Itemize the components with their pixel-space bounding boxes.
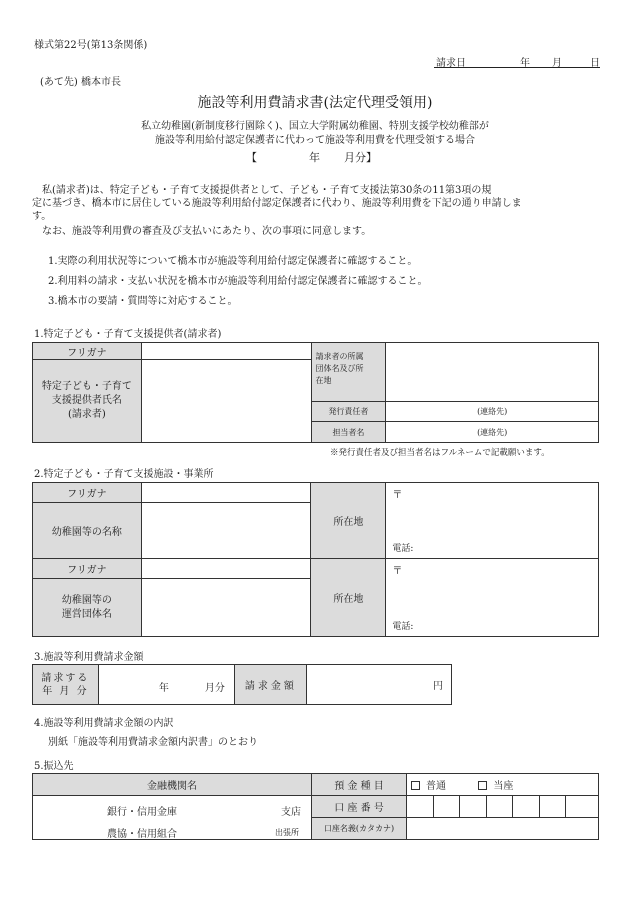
- operator-label-2: 運営団体名: [61, 608, 112, 620]
- facility-location-label: 所在地: [311, 483, 386, 559]
- furigana-label: フリガナ: [33, 343, 142, 360]
- ordinary-label: 普通: [426, 781, 446, 792]
- account-digit[interactable]: [433, 796, 460, 818]
- account-digit[interactable]: [539, 796, 566, 818]
- amount-year-unit: 年: [158, 683, 169, 694]
- addressee: (あて先) 橋本市長: [40, 77, 121, 88]
- account-name-label: 口座名義(カタカナ): [312, 818, 407, 840]
- yen-unit: 円: [433, 681, 443, 692]
- operator-label-1: 幼稚園等の: [61, 594, 112, 606]
- account-digit[interactable]: [566, 796, 599, 818]
- operator-location-label: 所在地: [311, 559, 386, 637]
- current-label: 当座: [493, 781, 514, 792]
- month-unit: 月: [552, 58, 562, 69]
- branch-label: 支店: [281, 807, 301, 818]
- provider-name-label-2: 支援提供者氏名: [51, 395, 122, 406]
- request-date-field[interactable]: [434, 54, 600, 68]
- billing-period-field[interactable]: [98, 665, 235, 705]
- section4-heading: 4.施設等利用費請求金額の内訳: [34, 718, 174, 729]
- section3-heading: 3.施設等利用費請求金額: [34, 652, 144, 663]
- operator-address-field[interactable]: [386, 559, 599, 637]
- office-label: 出張所: [275, 828, 299, 837]
- para1-line2: 定に基づき、橋本市に居住している施設等利用給付認定保護者に代わり、施設等利用費を下記の通り申請しま: [32, 198, 522, 209]
- operator-furigana-field[interactable]: [141, 559, 311, 579]
- day-unit: 日: [590, 58, 600, 69]
- deposit-type-options: [407, 774, 599, 796]
- para1-line3: す。: [32, 211, 52, 222]
- form-number: 様式第22号(第13条関係): [34, 40, 148, 51]
- postal-mark: 〒: [392, 490, 403, 501]
- period-month: 月分】: [344, 151, 377, 164]
- amount-label: 請求金額: [235, 665, 307, 705]
- account-digit[interactable]: [460, 796, 487, 818]
- para1-line1: 私(請求者)は、特定子ども・子育て支援提供者として、子ども・子育て支援法第30条の11第3項の規: [42, 185, 492, 196]
- bracket-open: 【: [246, 151, 257, 164]
- list-item: 2.利用料の請求・支払い状況を橋本市が施設等利用給付認定保護者に確認すること。: [48, 276, 428, 287]
- person-contact-label: (連絡先): [477, 427, 508, 437]
- provider-name-label-1: 特定子ども・子育て: [41, 381, 132, 392]
- page-title: 施設等利用費請求書(法定代理受領用): [197, 95, 433, 111]
- facility-table: [32, 482, 599, 637]
- account-digit[interactable]: [407, 796, 434, 818]
- period-year: 年: [309, 151, 320, 164]
- provider-name-field[interactable]: [141, 360, 311, 443]
- org-label-1: 請求者の所属: [315, 352, 364, 361]
- current-checkbox[interactable]: [478, 781, 487, 790]
- operator-furigana-label: フリガナ: [33, 559, 142, 579]
- amount-table: [32, 664, 452, 705]
- list-item: 3.橋本市の要請・質問等に対応すること。: [48, 296, 238, 307]
- issuer-field[interactable]: [386, 402, 599, 422]
- period-label-1: 請求する: [41, 672, 90, 684]
- subtitle-line-2: 施設等利用給付認定保護者に代わって施設等利用費を代理受領する場合: [155, 135, 475, 146]
- facility-name-label: 幼稚園等の名称: [33, 503, 142, 559]
- tel-label: 電話:: [392, 622, 414, 632]
- list-item: 1.実際の利用状況等について橋本市が施設等利用給付認定保護者に確認すること。: [48, 256, 418, 267]
- year-unit: 年: [520, 58, 530, 69]
- issuer-label: 発行責任者: [311, 402, 386, 422]
- amount-month-unit: 月分: [204, 683, 225, 694]
- agri-type-label: 農協・信用組合: [107, 829, 177, 840]
- para2: なお、施設等利用費の審査及び支払いにあたり、次の事項に同意します。: [42, 226, 372, 237]
- facility-address-field[interactable]: [386, 483, 599, 559]
- org-label-3: 在地: [315, 376, 332, 385]
- request-date-label: 請求日: [436, 58, 466, 69]
- section2-heading: 2.特定子ども・子育て支援施設・事業所: [34, 469, 214, 480]
- bank-table: [32, 773, 599, 840]
- section5-heading: 5.振込先: [34, 761, 74, 772]
- bank-type-label: 銀行・信用金庫: [107, 807, 177, 818]
- provider-furigana-field[interactable]: [141, 343, 311, 360]
- amount-field[interactable]: [307, 665, 452, 705]
- account-name-field[interactable]: [407, 818, 599, 840]
- operator-name-field[interactable]: [141, 579, 311, 637]
- bank-name-field[interactable]: [33, 796, 312, 840]
- facility-furigana-field[interactable]: [141, 483, 311, 503]
- deposit-type-label: 預 金 種 目: [312, 774, 407, 796]
- person-label: 担当者名: [311, 422, 386, 443]
- issuer-contact-label: (連絡先): [477, 407, 508, 416]
- provider-name-label-3: (請求者): [68, 409, 106, 420]
- breakdown-reference: 別紙「施設等利用費請求金額内訳書」のとおり: [48, 737, 258, 748]
- postal-mark: 〒: [392, 566, 403, 577]
- account-number-label: 口 座 番 号: [312, 796, 407, 818]
- ordinary-checkbox[interactable]: [411, 781, 420, 790]
- section1-heading: 1.特定子ども・子育て支援提供者(請求者): [34, 329, 222, 340]
- facility-furigana-label: フリガナ: [33, 483, 142, 503]
- provider-table: [32, 342, 599, 443]
- subtitle-line-1: 私立幼稚園(新制度移行園除く)、国立大学附属幼稚園、特別支援学校幼稚部が: [141, 121, 489, 132]
- org-label-2: 団体名及び所: [315, 364, 364, 373]
- org-address-field[interactable]: [386, 343, 599, 402]
- account-digit[interactable]: [486, 796, 513, 818]
- tel-label: 電話:: [392, 544, 414, 554]
- person-field[interactable]: [386, 422, 599, 443]
- fullname-note: ※発行責任者及び担当者名はフルネームで記載願います。: [330, 448, 550, 458]
- bank-name-label: 金融機関名: [33, 774, 312, 796]
- account-digit[interactable]: [513, 796, 540, 818]
- facility-name-field[interactable]: [141, 503, 311, 559]
- period-label-2: 年 月 分: [42, 685, 89, 697]
